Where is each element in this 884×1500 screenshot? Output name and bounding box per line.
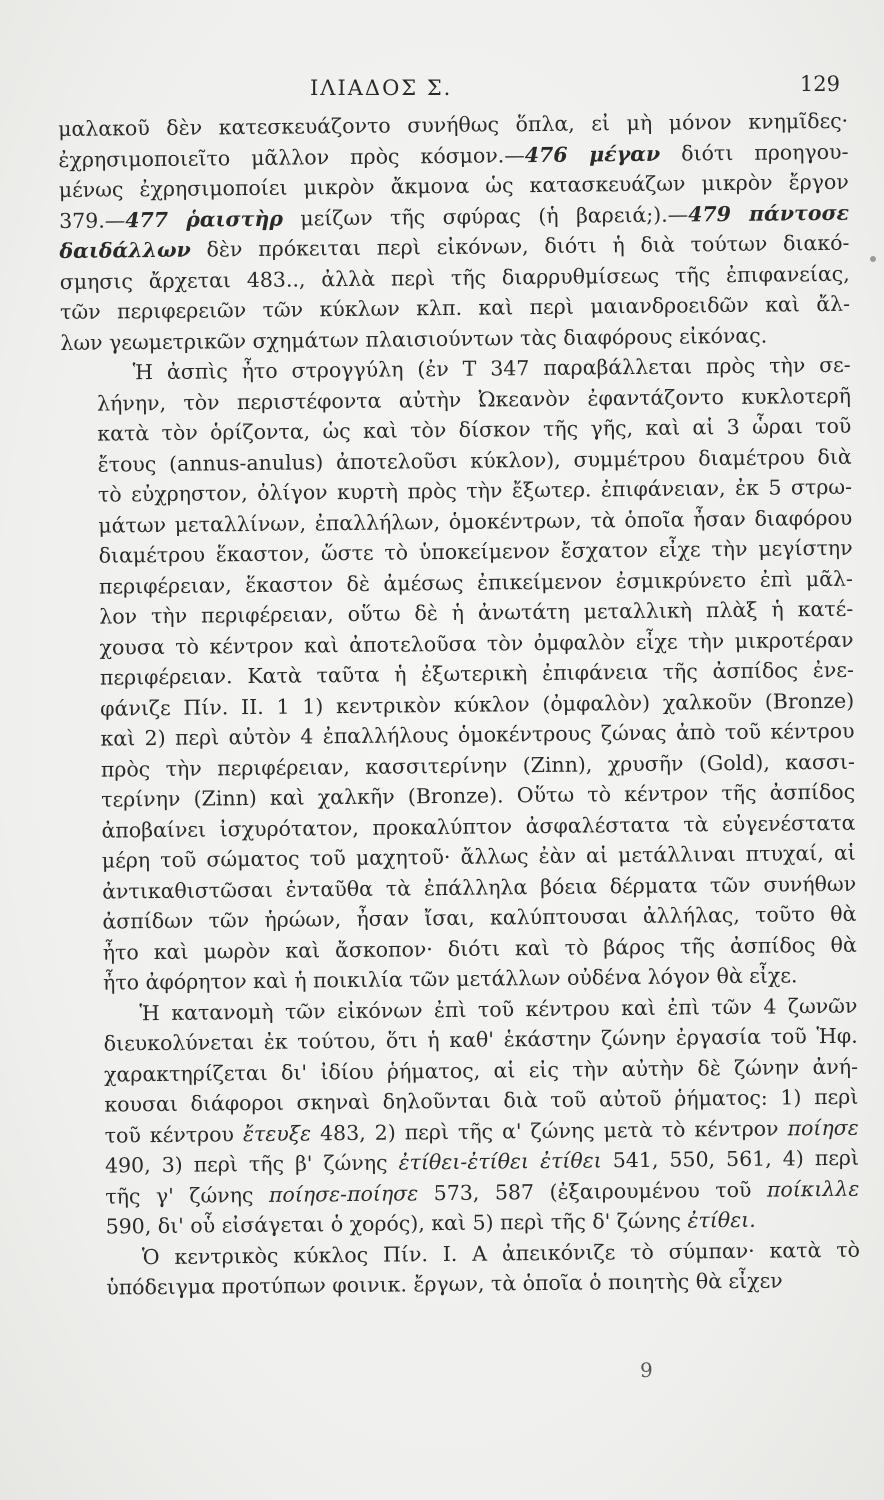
emphasized-text: ἔτευξε [242, 1120, 312, 1146]
text-segment: διαμέτρου ἕκαστον, ὥστε τὸ ὑποκείμενον ἔσχατον εἶχε τὴν μεγίστην [98, 535, 853, 568]
text-segment: κουσαι διάφοροι σκηναὶ δηλοῦνται διὰ τοῦ αὐτοῦ ῥήματος: 1) περὶ [104, 1084, 859, 1117]
paragraph [67, 990, 860, 1242]
text-segment: 483, 2) περὶ τῆς α' ζώνης μετὰ τὸ κέντρον [310, 1115, 788, 1145]
text-segment: τὸ εὐχρηστον, ὀλίγον κυρτὴ πρὸς τὴν ἔξωτερ. ἐπιφάνειαν, ἐκ 5 στρω- [97, 474, 853, 507]
text-segment: ἀντικαθιστῶσαι ἐνταῦθα τὰ ἐπάλληλα βόεια δέρματα τῶν συνήθων [102, 871, 857, 904]
emphasized-text: δαιδάλλων [59, 237, 191, 263]
text-segment: ἦτο καὶ μωρὸν καὶ ἄσκοπον· διότι καὶ τὸ βάρος τῆς ἀσπίδος θὰ [102, 932, 857, 965]
running-head: ΙΛΙΑΔΟΣ Σ. [310, 76, 453, 100]
paragraph [61, 350, 858, 999]
text-segment: περιφέρειαν, ἕκαστον δὲ ἀμέσως ἐπικείμενον ἐσμικρύνετο ἐπὶ μᾶλ- [98, 566, 854, 599]
text-segment: διευκολύνεται ἐκ τούτου, ὅτι ἡ καθ' ἑκάστην ζώνην ἐργασία τοῦ Ἡφ. [103, 1023, 858, 1056]
text-segment: ἀποβαίνει ἰσχυρότατον, προκαλύπτον ἀσφαλέστατα τὰ εὐγενέστατα [101, 810, 856, 843]
text-segment: μάτων μεταλλίνων, ἐπαλλήλων, ὁμοκέντρων, τὰ ὁποῖα ἦσαν διαφόρου [98, 505, 853, 538]
text-segment: ἀσπίδων τῶν ἡρώων, ἦσαν ἴσαι, καλύπτουσαι ἀλλήλας, τοῦτο θὰ [102, 901, 857, 934]
text-segment: χουσα τὸ κέντρον καὶ ἀποτελοῦσα τὸν ὀμφαλὸν εἶχε τὴν μικροτέραν [99, 627, 854, 660]
text-segment: λήνην, τὸν περιστέφοντα αὐτὴν Ὠκεανὸν ἐφαντάζοντο κυκλοτερῆ [96, 383, 852, 416]
text-segment: τοῦ κέντρου [104, 1121, 244, 1148]
text-segment: 541, 550, 561, 4) περὶ [601, 1145, 860, 1173]
emphasized-text: 476 μέγαν [524, 141, 661, 167]
text-segment: περιφέρειαν. Κατὰ ταῦτα ἡ ἐξωτερικὴ ἐπιφάνεια τῆς ἀσπίδος ἐνε- [99, 657, 854, 690]
text-segment: τερίνην (Zinn) καὶ χαλκῆν (Bronze). Οὕτω τὸ κέντρον τῆς ἀσπίδος [101, 779, 856, 812]
emphasized-text: ἐτίθει. [687, 1207, 756, 1233]
text-segment: τῶν περιφερειῶν τῶν κύκλων κλπ. καὶ περὶ μαιανδροειδῶν καὶ ἄλ- [59, 291, 851, 324]
text-segment: ὑπόδειγμα προτύπων φοινικ. ἔργων, τὰ ὁποῖα ὁ ποιητὴς θὰ εἶχεν [106, 1268, 783, 1300]
text-segment: μένως ἐχρησιμοποίει μικρὸν ἄκμονα ὡς κατασκευάζων μικρὸν ἔργον [58, 169, 849, 202]
text-segment: 573, 587 (ἐξαιρουμένου τοῦ [418, 1177, 768, 1205]
paper-speck [870, 256, 876, 262]
emphasized-text: 477 ῥαιστὴρ [125, 206, 284, 232]
text-segment: μείζων τῆς σφύρας (ἡ βαρειά;).— [282, 201, 689, 231]
text-segment: Ἡ ἀσπὶς ἦτο στρογγύλη (ἐν Τ 347 παραβάλλεται πρὸς τὴν σε- [132, 352, 851, 385]
paragraph [58, 106, 851, 358]
emphasized-text: ἐτίθει-ἐτίθει ἐτίθει [398, 1148, 602, 1175]
text-segment: ἐχρησιμοποιεῖτο μᾶλλον πρὸς κόσμον.— [58, 142, 525, 172]
paragraph [70, 1234, 861, 1303]
text-segment: μαλακοῦ δὲν κατεσκευάζοντο συνήθως ὅπλα, εἰ μὴ μόνον κνημῖδες· [58, 108, 849, 141]
emphasized-text: ποίησε-ποίησε [268, 1180, 419, 1207]
text-segment: φάνιζε Πίν. II. 1 1) κεντρικὸν κύκλον (ὀμφαλὸν) χαλκοῦν (Bronze) [100, 688, 855, 721]
text-segment: χαρακτηρίζεται δι' ἰδίου ῥήματος, αἱ εἰς τὴν αὐτὴν δὲ ζώνην ἀνή- [103, 1054, 859, 1087]
text-segment: ἔτους (annus-anulus) ἀποτελοῦσι κύκλον), συμμέτρου διαμέτρου διὰ [97, 444, 852, 477]
text-segment: λων γεωμετρικῶν σχημάτων πλαισιούντων τὰς διαφόρους εἰκόνας. [60, 323, 768, 355]
text-segment: διότι προηγου- [660, 139, 849, 166]
emphasized-text: 479 πάντοσε [688, 200, 850, 226]
text-segment: δὲν πρόκειται περὶ εἰκόνων, διότι ἡ διὰ τούτων διακό- [190, 230, 850, 262]
text-segment: τῆς γ' ζώνης [105, 1182, 270, 1209]
text-segment: πρὸς τὴν περιφέρειαν, κασσιτερίνην (Zinn), χρυσῆν (Gold), κασσι- [100, 749, 855, 782]
text-segment: λον τὴν περιφέρειαν, οὕτω δὲ ἡ ἀνωτάτη μεταλλικὴ πλὰξ ἡ κατέ- [99, 596, 854, 629]
emphasized-text: ποίκιλλε [766, 1176, 860, 1202]
text-segment: 379.— [58, 207, 126, 233]
text-segment: ἦτο ἀφόρητον καὶ ἡ ποικιλία τῶν μετάλλων οὐδένα λόγον θὰ εἶχε. [102, 963, 798, 995]
text-segment: σμησις ἄρχεται 483.., ἀλλὰ περὶ τῆς διαρρυθμίσεως τῆς ἐπιφανείας, [59, 261, 850, 294]
text-segment: καὶ 2) περὶ αὐτὸν 4 ἐπαλλήλους ὁμοκέντρους ζώνας ἀπὸ τοῦ κέντρου [100, 718, 855, 751]
body-text [58, 106, 860, 1304]
text-segment: μέρη τοῦ σώματος τοῦ μαχητοῦ· ἄλλως ἐὰν αἱ μετάλλιναι πτυχαί, αἱ [101, 840, 856, 873]
page-number: 129 [799, 72, 840, 96]
emphasized-text: ποίησε [787, 1115, 859, 1140]
page-header [60, 72, 850, 106]
text-segment: κατὰ τὸν ὁρίζοντα, ὡς καὶ τὸν δίσκον τῆς γῆς, καὶ αἱ 3 ὧραι τοῦ [97, 413, 852, 446]
text-segment: 590, δι' οὗ εἰσάγεται ὁ χορός), καὶ 5) περὶ τῆς δ' ζώνης [105, 1208, 688, 1239]
text-segment: 490, 3) περὶ τῆς β' ζώνης [104, 1150, 399, 1178]
printer-signature-mark: 9 [640, 1358, 653, 1382]
text-segment: Ἡ κατανομὴ τῶν εἰκόνων ἐπὶ τοῦ κέντρου καὶ ἐπὶ τῶν 4 ζωνῶν [139, 993, 858, 1025]
text-segment: Ὁ κεντρικὸς κύκλος Πίν. I. A ἀπεικόνιζε τὸ σύμπαν· κατὰ τὸ [141, 1237, 861, 1269]
